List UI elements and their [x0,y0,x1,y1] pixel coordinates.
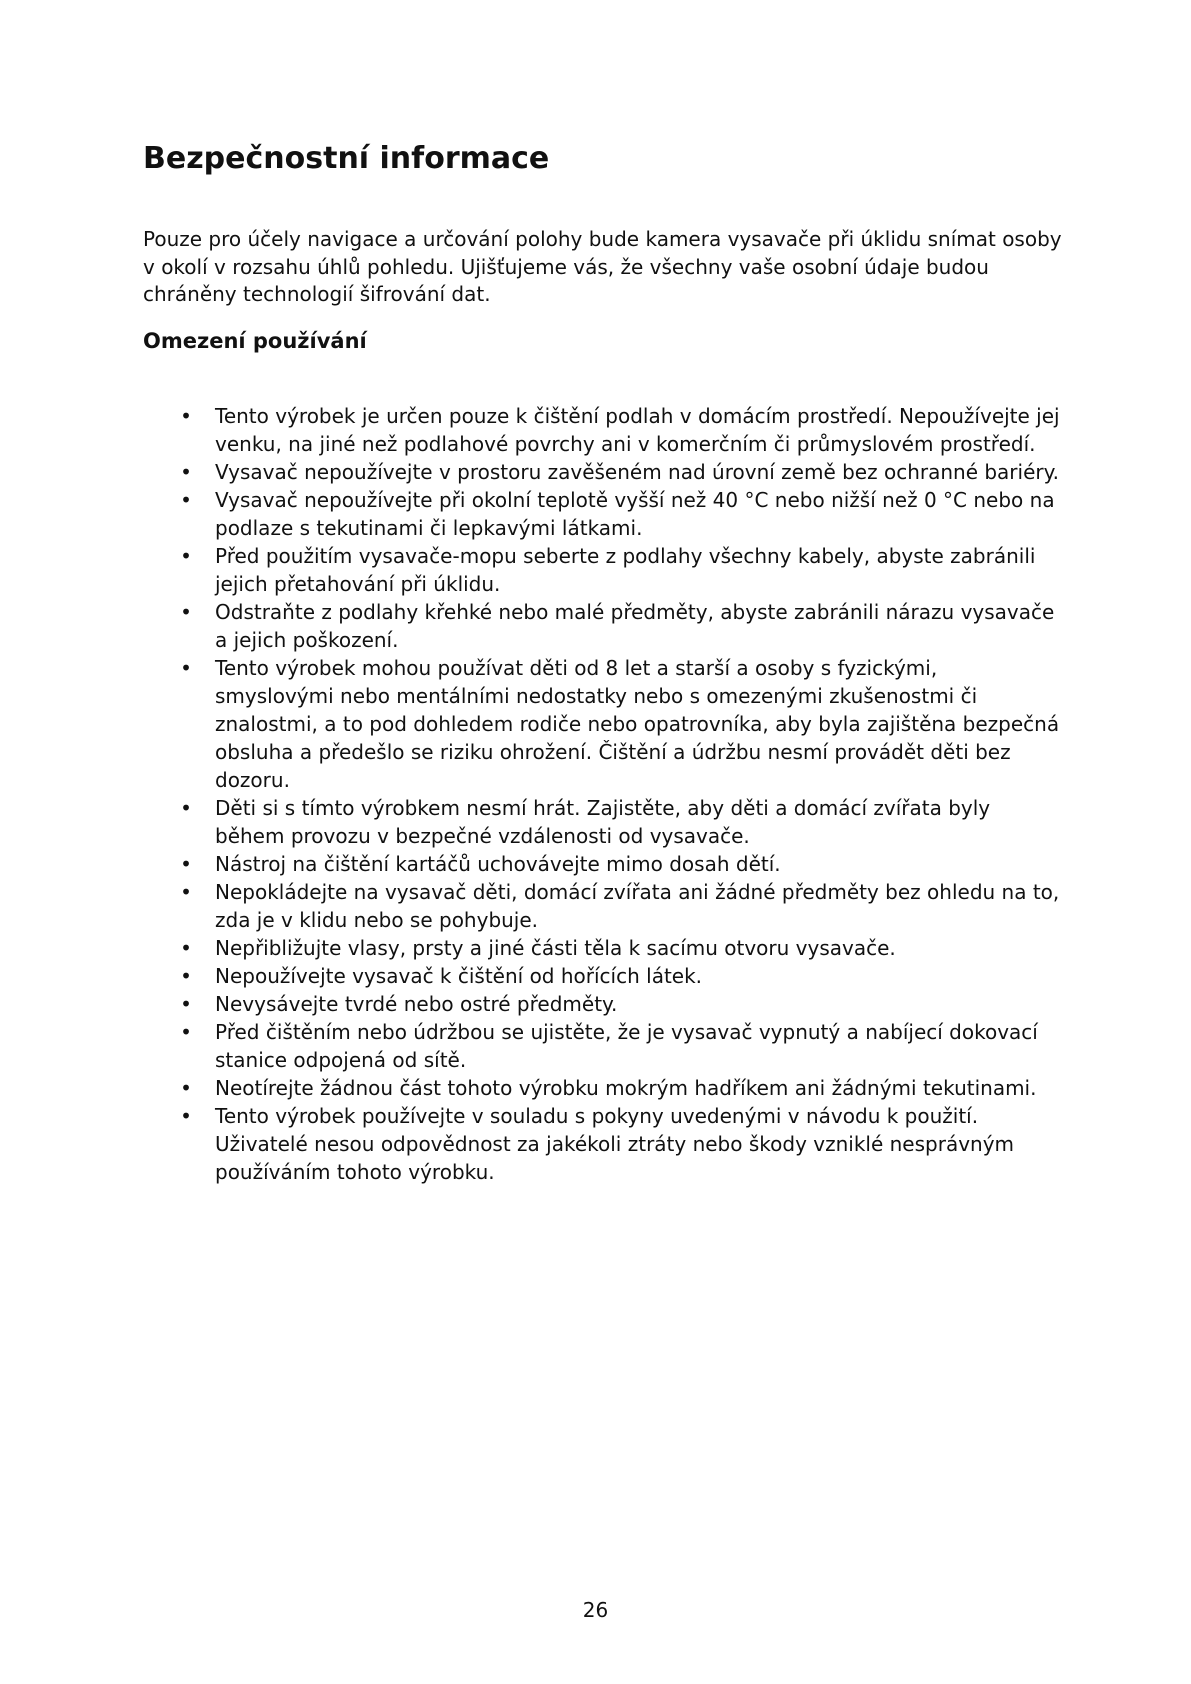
bullet-icon: • [180,852,192,876]
list-item-text: Děti si s tímto výrobkem nesmí hrát. Zajistěte, aby děti a domácí zvířata byly během provozu v bezpečné vzdálenosti od vysavače. [215,796,991,848]
bullet-icon: • [180,936,192,960]
list-item [143,402,1073,458]
bullet-icon: • [180,1076,192,1100]
intro-paragraph: Pouze pro účely navigace a určování polohy bude kamera vysavače při úklidu snímat osoby v okolí v rozsahu úhlů pohledu. Ujišťujeme vás, že všechny vaše osobní údaje budou chráněny technologií šifrování dat. [143,227,1062,306]
list-item [143,794,1073,850]
list-item-text: Tento výrobek mohou používat děti od 8 let a starší a osoby s fyzickými, smyslovými nebo mentálními nedostatky nebo s omezenými zkušenostmi či znalostmi, a to pod dohledem rodiče nebo opatrovníka, aby byla zajištěna bezpečná obsluha a předešlo se riziku ohrožení. Čištění a údržbu nesmí provádět děti bez dozoru. [215,656,1060,792]
list-item [143,486,1073,542]
usage-restrictions-list [143,402,1073,1186]
list-item [143,1074,1073,1102]
list-item [143,458,1073,486]
list-item-text: Nepoužívejte vysavač k čištění od hořících látek. [215,964,703,988]
list-item [143,542,1073,598]
list-item-text: Vysavač nepoužívejte při okolní teplotě vyšší než 40 °C nebo nižší než 0 °C nebo na podlaze s tekutinami či lepkavými látkami. [215,488,1055,540]
list-item-text: Nepokládejte na vysavač děti, domácí zvířata ani žádné předměty bez ohledu na to, zda je v klidu nebo se pohybuje. [215,880,1060,932]
bullet-icon: • [180,404,192,428]
bullet-icon: • [180,880,192,904]
list-item-text: Tento výrobek používejte v souladu s pokyny uvedenými v návodu k použití. Uživatelé nesou odpovědnost za jakékoli ztráty nebo škody vzniklé nesprávným používáním tohoto výrobku. [215,1104,1015,1184]
list-item [143,934,1073,962]
section-heading: Omezení používání [143,329,367,353]
list-item-text: Nepřibližujte vlasy, prsty a jiné části těla k sacímu otvoru vysavače. [215,936,896,960]
list-item [143,1018,1073,1074]
list-item [143,654,1073,794]
list-item-text: Tento výrobek je určen pouze k čištění podlah v domácím prostředí. Nepoužívejte jej venku, na jiné než podlahové povrchy ani v komerčním či průmyslovém prostředí. [215,404,1060,456]
bullet-icon: • [180,544,192,568]
list-item-text: Před použitím vysavače-mopu seberte z podlahy všechny kabely, abyste zabránili jejich přetahování při úklidu. [215,544,1036,596]
bullet-icon: • [180,796,192,820]
list-item [143,1102,1073,1186]
list-item [143,850,1073,878]
bullet-icon: • [180,488,192,512]
list-item [143,878,1073,934]
list-item-text: Nevysávejte tvrdé nebo ostré předměty. [215,992,618,1016]
list-item-text: Před čištěním nebo údržbou se ujistěte, že je vysavač vypnutý a nabíjecí dokovací stanice odpojená od sítě. [215,1020,1038,1072]
bullet-icon: • [180,992,192,1016]
list-item-text: Odstraňte z podlahy křehké nebo malé předměty, abyste zabránili nárazu vysavače a jejich poškození. [215,600,1055,652]
bullet-icon: • [180,656,192,680]
list-item-text: Nástroj na čištění kartáčů uchovávejte mimo dosah dětí. [215,852,781,876]
page-number: 26 [582,1598,609,1622]
list-item-text: Neotírejte žádnou část tohoto výrobku mokrým hadříkem ani žádnými tekutinami. [215,1076,1037,1100]
bullet-icon: • [180,600,192,624]
list-item [143,962,1073,990]
page-title: Bezpečnostní informace [143,141,550,176]
bullet-icon: • [180,1104,192,1128]
bullet-icon: • [180,460,192,484]
bullet-icon: • [180,1020,192,1044]
list-item-text: Vysavač nepoužívejte v prostoru zavěšeném nad úrovní země bez ochranné bariéry. [215,460,1059,484]
list-item [143,598,1073,654]
list-item [143,990,1073,1018]
bullet-icon: • [180,964,192,988]
